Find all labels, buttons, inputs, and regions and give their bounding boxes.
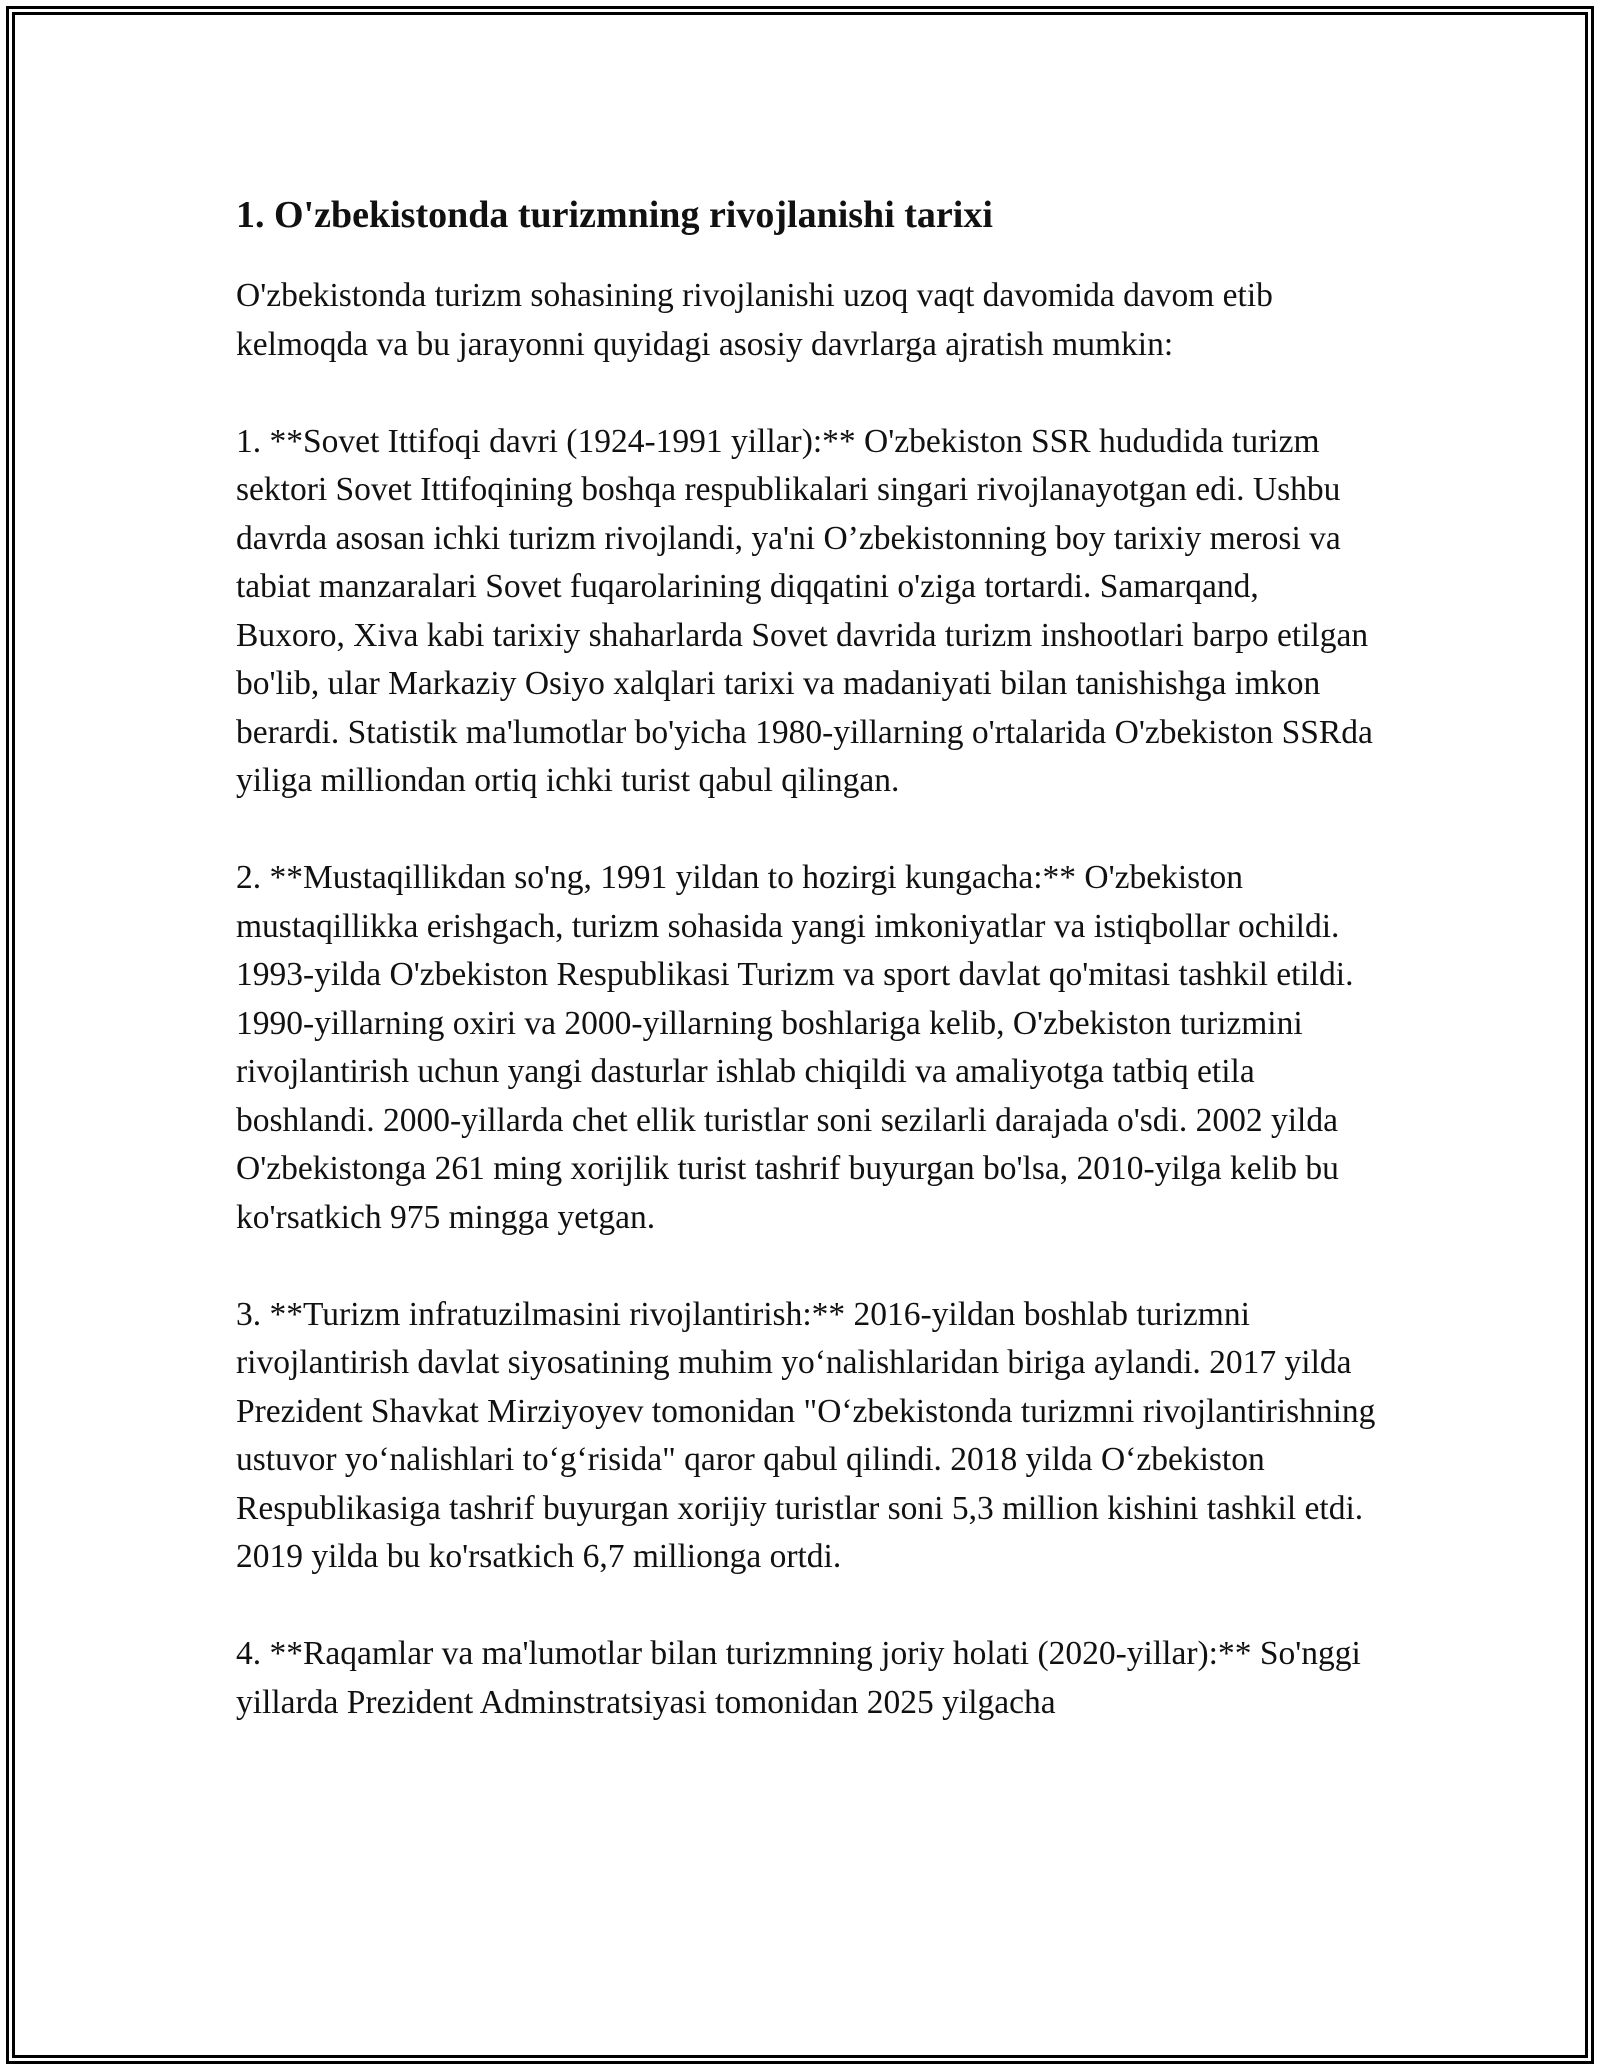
document-title: 1. O'zbekistonda turizmning rivojlanishi tarixi — [236, 194, 993, 236]
paragraph-infrastructure: 3. **Turizm infratuzilmasini rivojlantirish:** 2016-yildan boshlab turizmni rivojlantirish davlat siyosatining muhim yo‘nalishlaridan biriga aylandi. 2017 yilda Prezident Shavkat Mirziyoyev tomonidan "O‘zbekistonda turizmni rivojlantirishning ustuvor yo‘nalishlari to‘g‘risida" qaror qabul qilindi. 2018 yilda O‘zbekiston Respublikasiga tashrif buyurgan xorijiy turistlar soni 5,3 million kishini tashkil etdi. 2019 yilda bu ko'rsatkich 6,7 millionga ortdi. — [236, 1295, 1376, 1575]
document-body — [236, 188, 1376, 1776]
paragraph-current-state: 4. **Raqamlar va ma'lumotlar bilan turizmning joriy holati (2020-yillar):** So'nggi yillarda Prezident Adminstratsiyasi tomonidan 2025 yilgacha — [236, 1635, 1361, 1721]
paragraph-independence-period: 2. **Mustaqillikdan so'ng, 1991 yildan to hozirgi kungacha:** O'zbekiston mustaqillikka erishgach, turizm sohasida yangi imkoniyatlar va istiqbollar ochildi. 1993-yilda O'zbekiston Respublikasi Turizm va sport davlat qo'mitasi tashkil etildi. 1990-yillarning oxiri va 2000-yillarning boshlariga kelib, O'zbekiston turizmini rivojlantirish uchun yangi dasturlar ishlab chiqildi va amaliyotga tatbiq etila boshlandi. 2000-yillarda chet ellik turistlar soni sezilarli darajada o'sdi. 2002 yilda O'zbekistonga 261 ming xorijlik turist tashrif buyurgan bo'lsa, 2010-yilga kelib bu ko'rsatkich 975 mingga yetgan. — [236, 859, 1354, 1236]
paragraph-soviet-period: 1. **Sovet Ittifoqi davri (1924-1991 yillar):** O'zbekiston SSR hududida turizm sektori Sovet Ittifoqining boshqa respublikalari singari rivojlanayotgan edi. Ushbu davrda asosan ichki turizm rivojlandi, ya'ni O’zbekistonning boy tarixiy merosi va tabiat manzaralari Sovet fuqarolarining diqqatini o'ziga tortardi. Samarqand, Buxoro, Xiva kabi tarixiy shaharlarda Sovet davrida turizm inshootlari barpo etilgan bo'lib, ular Markaziy Osiyo xalqlari tarixi va madaniyati bilan tanishishga imkon berardi. Statistik ma'lumotlar bo'yicha 1980-yillarning o'rtalarida O'zbekiston SSRda yiliga milliondan ortiq ichki turist qabul qilingan. — [236, 422, 1373, 799]
intro-paragraph: O'zbekistonda turizm sohasining rivojlanishi uzoq vaqt davomida davom etib kelmoqda va bu jarayonni quyidagi asosiy davrlarga ajratish mumkin: — [236, 277, 1273, 363]
